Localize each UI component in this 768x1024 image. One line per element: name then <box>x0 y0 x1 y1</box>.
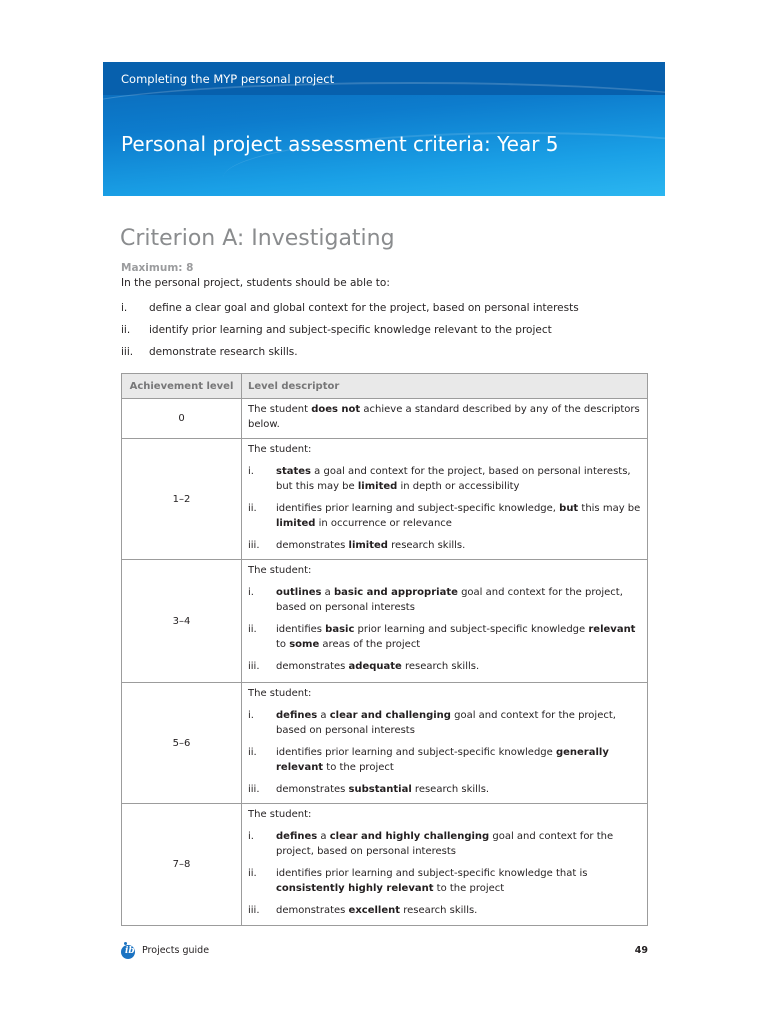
header-level-descriptor: Level descriptor <box>242 374 648 399</box>
descriptor-emphasis: does not <box>311 404 361 415</box>
b: clear and challenging <box>329 710 451 721</box>
table-row <box>122 399 648 439</box>
descriptor-text: achieve a standard described by any of the descriptors below. <box>248 404 640 430</box>
descriptor-text: The student <box>248 404 312 415</box>
b: limited <box>357 481 398 492</box>
descriptor-lead: The student: <box>248 444 312 455</box>
level-descriptor <box>242 439 648 560</box>
t: identifies prior learning and subject-specific knowledge that is <box>276 868 588 879</box>
b: excellent <box>348 905 401 916</box>
t: in depth or accessibility <box>397 481 520 492</box>
t: demonstrates <box>276 540 349 551</box>
t: to <box>276 639 290 650</box>
item-number: iii. <box>248 661 260 672</box>
b: outlines <box>276 587 322 598</box>
descriptor-item <box>248 538 641 553</box>
item-number: ii. <box>248 747 257 758</box>
b: adequate <box>348 661 402 672</box>
descriptor-item <box>248 708 641 738</box>
b: clear and highly challenging <box>329 831 490 842</box>
t: research skills. <box>401 661 480 672</box>
b: but <box>559 503 579 514</box>
t: goal and context for the project, based on personal interests <box>276 587 623 613</box>
objective-text: identify prior learning and subject-specific knowledge relevant to the project <box>149 324 552 336</box>
header-banner <box>103 62 665 196</box>
t: a <box>317 710 330 721</box>
t: a <box>321 587 334 598</box>
descriptor-lead: The student: <box>248 809 312 820</box>
criterion-intro: In the personal project, students should be able to: <box>121 277 390 289</box>
objective-number: ii. <box>121 324 131 336</box>
b: substantial <box>348 784 412 795</box>
b: consistently highly relevant <box>276 883 434 894</box>
descriptor-lead: The student: <box>248 688 312 699</box>
item-number: i. <box>248 587 254 598</box>
achievement-level: 7–8 <box>122 804 242 926</box>
descriptor-item <box>248 903 641 918</box>
t: in occurrence or relevance <box>315 518 452 529</box>
b: limited <box>348 540 388 551</box>
descriptor-item <box>248 866 641 896</box>
item-number: ii. <box>248 868 257 879</box>
achievement-level: 3–4 <box>122 560 242 683</box>
b: basic and appropriate <box>333 587 458 598</box>
criterion-title: Criterion A: Investigating <box>120 226 395 251</box>
achievement-level: 1–2 <box>122 439 242 560</box>
item-number: iii. <box>248 784 260 795</box>
table-header-row <box>122 374 648 399</box>
item-number: iii. <box>248 540 260 551</box>
t: identifies prior learning and subject-specific knowledge, <box>276 503 560 514</box>
descriptor-item <box>248 501 641 531</box>
objective-number: i. <box>121 302 128 314</box>
logo-text: ib <box>125 946 135 956</box>
header-achievement-level: Achievement level <box>122 374 242 399</box>
descriptor-item <box>248 745 641 775</box>
objective-text: define a clear goal and global context for the project, based on personal interests <box>149 302 579 314</box>
footer-guide-title: Projects guide <box>142 945 210 956</box>
descriptor-item <box>248 659 641 674</box>
t: research skills. <box>387 540 466 551</box>
t: demonstrates <box>276 784 349 795</box>
b: defines <box>276 710 318 721</box>
page-number: 49 <box>634 945 648 956</box>
t: a <box>317 831 330 842</box>
t: prior learning and subject-specific knowledge <box>354 624 589 635</box>
item-number: i. <box>248 710 254 721</box>
t: areas of the project <box>319 639 421 650</box>
b: relevant <box>588 624 636 635</box>
t: goal and context for the project, based on personal interests <box>276 831 614 857</box>
page-title: Personal project assessment criteria: Year 5 <box>121 132 559 156</box>
level-descriptor <box>242 560 648 683</box>
ib-logo-icon <box>121 945 135 959</box>
b: defines <box>276 831 318 842</box>
b: basic <box>325 624 355 635</box>
table-row <box>122 439 648 560</box>
logo-dot <box>124 942 127 945</box>
item-number: i. <box>248 831 254 842</box>
descriptor-item <box>248 464 641 494</box>
criterion-maximum: Maximum: 8 <box>121 262 194 274</box>
objective-number: iii. <box>121 346 134 358</box>
table-row <box>122 683 648 804</box>
descriptor-item <box>248 829 641 859</box>
objective-text: demonstrate research skills. <box>149 346 298 358</box>
t: to the project <box>323 762 394 773</box>
assessment-table <box>121 373 648 926</box>
t: identifies prior learning and subject-specific knowledge <box>276 747 556 758</box>
table-row <box>122 804 648 926</box>
item-number: ii. <box>248 503 257 514</box>
b: some <box>289 639 320 650</box>
b: generally relevant <box>276 747 609 773</box>
achievement-level: 5–6 <box>122 683 242 804</box>
t: demonstrates <box>276 905 349 916</box>
t: research skills. <box>400 905 478 916</box>
t: identifies <box>276 624 326 635</box>
b: states <box>276 466 311 477</box>
descriptor-item <box>248 622 641 652</box>
b: limited <box>276 518 316 529</box>
level-descriptor <box>242 399 648 439</box>
descriptor-lead: The student: <box>248 565 312 576</box>
descriptor-item <box>248 585 641 615</box>
level-descriptor <box>242 683 648 804</box>
achievement-level: 0 <box>122 399 242 439</box>
item-number: iii. <box>248 905 260 916</box>
t: a goal and context for the project, based on personal interests, but this may be <box>276 466 631 492</box>
descriptor-item <box>248 782 641 797</box>
t: this may be <box>578 503 641 514</box>
level-descriptor <box>242 804 648 926</box>
banner-subtitle: Completing the MYP personal project <box>121 72 335 86</box>
t: to the project <box>433 883 505 894</box>
t: research skills. <box>411 784 490 795</box>
item-number: ii. <box>248 624 257 635</box>
t: demonstrates <box>276 661 349 672</box>
item-number: i. <box>248 466 254 477</box>
table-row <box>122 560 648 683</box>
t: goal and context for the project, based on personal interests <box>276 710 616 736</box>
